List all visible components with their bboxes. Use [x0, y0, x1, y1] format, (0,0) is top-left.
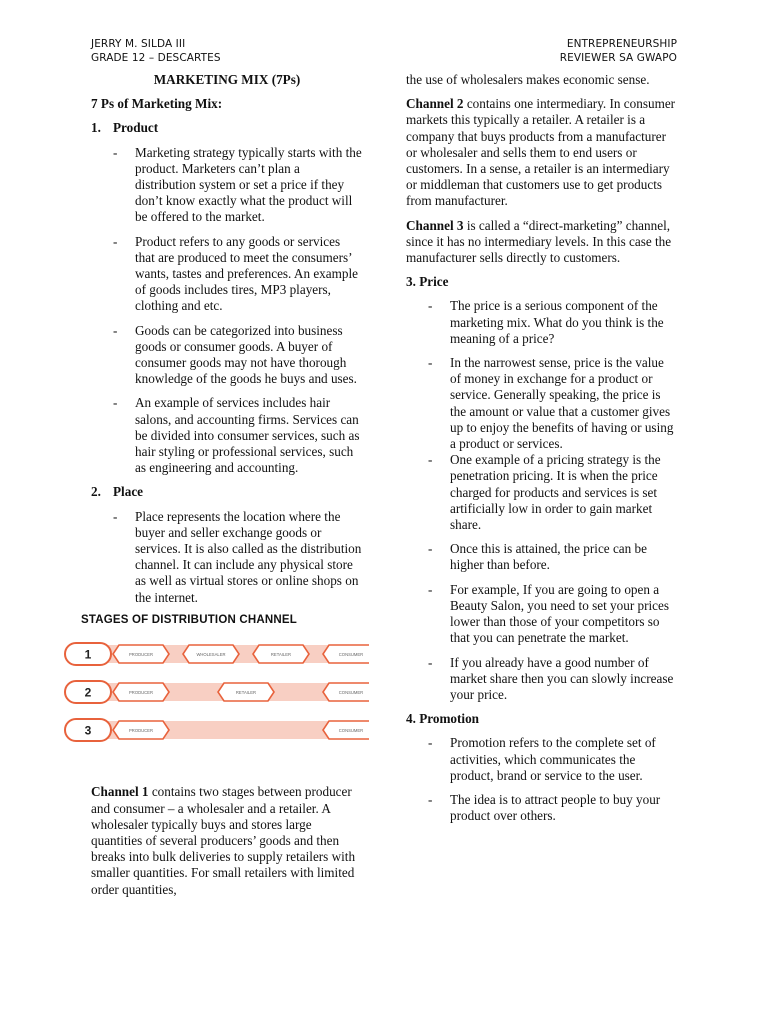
section-title: Product: [113, 120, 159, 136]
list-item: [406, 541, 678, 573]
bullet-text: Marketing strategy typically starts with the product. Marketers can’t plan a distribution system or set a price if they don’t know exactly what the product will be offered to the market.: [135, 144, 362, 225]
section-number: 1.: [91, 120, 101, 136]
distribution-channel-diagram: [59, 612, 369, 758]
bullet-text: An example of services includes hair salons, and accounting firms. Services can be divided into consumer services, such as hair styling or professional services, such as engineering and accounting.: [135, 395, 360, 476]
stage-label: RETAILER: [270, 652, 292, 658]
list-item: [91, 395, 363, 476]
document-subtitle: 7 Ps of Marketing Mix:: [91, 96, 223, 112]
section-title: Place: [113, 484, 144, 500]
list-item: [91, 323, 363, 388]
bullet-text: Goods can be categorized into business goods or consumer goods. A buyer of consumer goods may not have thorough knowledge of the goods he buys and uses.: [135, 322, 357, 387]
stage-hexagon: [113, 645, 169, 663]
author-name: JERRY M. SILDA III: [91, 38, 186, 50]
channel-3-label: Channel 3: [406, 217, 464, 233]
stage-hexagon: [323, 683, 369, 701]
list-item: [406, 735, 678, 784]
document-title: MARKETING MIX (7Ps): [153, 72, 301, 87]
dash-marker: -: [428, 654, 433, 670]
list-item: [91, 234, 363, 315]
stage-label: CONSUMER: [338, 728, 364, 734]
stage-label: CONSUMER: [338, 690, 364, 696]
bullet-text: Place represents the location where the buyer and seller exchange goods or services. It is also called as the distribution channel. It can include any physical store as well as virtual stores or online shops on the internet.: [135, 508, 362, 605]
dash-marker: -: [428, 541, 433, 557]
left-column: [81, 72, 364, 906]
subject-name: ENTREPRENEURSHIP: [566, 38, 677, 50]
grade-section: GRADE 12 – DESCARTES: [91, 52, 221, 64]
stage-hexagon: [218, 683, 274, 701]
header-right: [560, 37, 677, 65]
dash-marker: -: [428, 791, 433, 807]
section-number: 2.: [91, 484, 101, 500]
list-item: [406, 298, 678, 347]
price-bullets: [406, 298, 678, 703]
channel-1-continued: the use of wholesalers makes economic sense.: [406, 72, 650, 87]
list-item: [406, 355, 678, 452]
channel-row-2: [65, 681, 369, 703]
channel-row-1: [65, 643, 369, 665]
promotion-bullets: [406, 735, 678, 824]
bullet-text: The price is a serious component of the marketing mix. What do you think is the meaning of a price?: [450, 298, 664, 346]
dash-marker: -: [113, 322, 118, 338]
dash-marker: -: [428, 298, 433, 314]
bullet-text: The idea is to attract people to buy your product over others.: [450, 791, 661, 824]
stage-label: PRODUCER: [129, 652, 153, 658]
stage-label: CONSUMER: [338, 652, 364, 658]
dash-marker: -: [428, 355, 433, 371]
stage-label: PRODUCER: [129, 728, 153, 734]
bullet-text: One example of a pricing strategy is the penetration pricing. It is when the price charged for products and services is set artificially low in order to gain market share.: [450, 452, 661, 533]
stage-hexagon: [323, 721, 369, 739]
diagram-canvas: [59, 634, 369, 754]
dash-marker: -: [428, 581, 433, 597]
channel-2-paragraph: [406, 96, 678, 209]
channel-number: 3: [84, 723, 92, 738]
channel-number: 1: [84, 647, 92, 662]
dash-marker: -: [113, 395, 118, 411]
stage-hexagon: [113, 683, 169, 701]
bullet-text: Promotion refers to the complete set of activities, which communicates the product, brand or service to the user.: [450, 735, 656, 783]
right-column: [406, 72, 678, 832]
list-item: [406, 792, 678, 824]
product-bullets: [91, 145, 363, 477]
stage-label: WHOLESALER: [196, 652, 226, 658]
channel-1-text: contains two stages between producer and consumer – a wholesaler and a retailer. A wholesaler typically buys and stores large quantities of several producers’ goods and then breaks into bulk deliveries to supply retailers with smaller quantities. For small retailers with limited order quantities,: [91, 784, 356, 897]
bullet-text: In the narrowest sense, price is the value of money in exchange for a product or service. Generally speaking, the price is the amount or value that a customer gives up to enjoy the benefits of having or using a product or services.: [450, 355, 674, 452]
list-item: [91, 145, 363, 226]
bullet-text: Once this is attained, the price can be higher than before.: [450, 541, 648, 573]
stage-label: RETAILER: [235, 690, 257, 696]
channel-3-paragraph: [406, 218, 678, 267]
list-item: [406, 655, 678, 704]
channel-1-label: Channel 1: [91, 784, 149, 800]
dash-marker: -: [428, 735, 433, 751]
channel-number: 2: [84, 685, 92, 700]
channel-row-3: [65, 719, 369, 741]
channel-3-text: is called a “direct-marketing” channel, since it has no intermediary levels. In this case the manufacturer sells directly to customers.: [406, 217, 672, 266]
dash-marker: -: [113, 233, 118, 249]
stage-label: PRODUCER: [129, 690, 153, 696]
channel-1-paragraph: [91, 784, 363, 897]
list-item: [406, 582, 678, 647]
bullet-text: If you already have a good number of market share then you can slowly increase your price.: [450, 654, 674, 702]
dash-marker: -: [428, 452, 433, 468]
bullet-text: Product refers to any goods or services that are produced to meet the consumers’ wants, tastes and preferences. An example of goods includes tires, MP3 players, clothing and etc.: [135, 233, 359, 314]
section-promotion-heading: 4. Promotion: [406, 711, 480, 727]
diagram-title: STAGES OF DISTRIBUTION CHANNEL: [81, 613, 297, 626]
section-product-heading: [91, 120, 363, 136]
list-item: [91, 509, 363, 606]
stage-hexagon: [323, 645, 369, 663]
dash-marker: -: [113, 508, 118, 524]
list-item: [406, 452, 678, 533]
stage-hexagon: [253, 645, 309, 663]
bullet-text: For example, If you are going to open a Beauty Salon, you need to set your prices lower than those of your competitors so that you can penetrate the market.: [450, 581, 670, 646]
reviewer-label: REVIEWER SA GWAPO: [559, 52, 677, 64]
section-place-heading: [91, 484, 363, 500]
channel-2-text: contains one intermediary. In consumer markets this typically a retailer. A retailer is a company that buys products from a manufacturer or wholesaler and sells them to end users or customers. In a sense, a retailer is an intermediary or middleman that customers use to get products from manufacturer.: [406, 96, 676, 209]
place-bullets: [91, 509, 363, 606]
header-left: [91, 37, 221, 65]
stage-hexagon: [113, 721, 169, 739]
channel-2-label: Channel 2: [406, 96, 464, 112]
dash-marker: -: [113, 144, 118, 160]
section-price-heading: 3. Price: [406, 274, 449, 290]
stage-hexagon: [183, 645, 239, 663]
